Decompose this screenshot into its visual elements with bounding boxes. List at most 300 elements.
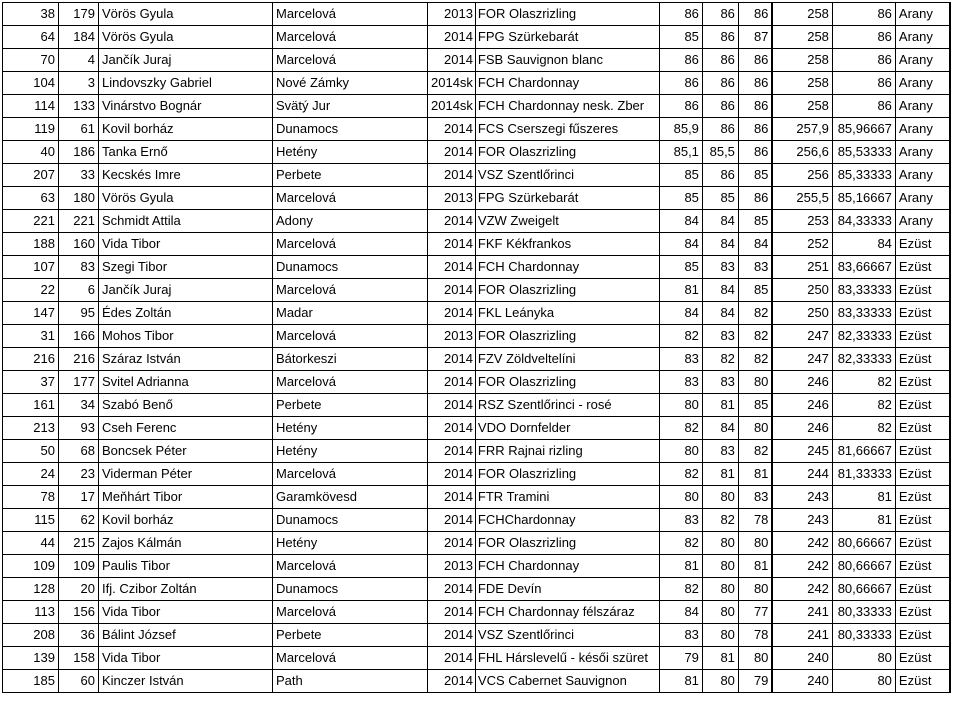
producer-location-cell: Marcelová <box>273 463 428 486</box>
table-row <box>3 486 951 509</box>
entry-number-cell: 113 <box>3 601 59 624</box>
entry-number-cell: 24 <box>3 463 59 486</box>
vintage-year-cell: 2014 <box>428 371 476 394</box>
table-row <box>3 95 951 118</box>
wine-name-cell: FOR Olaszrizling <box>475 325 659 348</box>
score-3-cell: 85 <box>738 394 772 417</box>
table-row <box>3 279 951 302</box>
total-score-cell: 256,6 <box>772 141 832 164</box>
sample-id-cell: 17 <box>59 486 99 509</box>
score-2-cell: 84 <box>702 233 738 256</box>
table-row <box>3 440 951 463</box>
score-2-cell: 82 <box>702 348 738 371</box>
award-cell: Ezüst <box>895 486 950 509</box>
award-cell: Ezüst <box>895 647 950 670</box>
entry-number-cell: 119 <box>3 118 59 141</box>
score-1-cell: 82 <box>659 532 702 555</box>
score-2-cell: 80 <box>702 486 738 509</box>
vintage-year-cell: 2014 <box>428 256 476 279</box>
award-cell: Ezüst <box>895 325 950 348</box>
sample-id-cell: 68 <box>59 440 99 463</box>
table-row <box>3 141 951 164</box>
table-row <box>3 325 951 348</box>
score-1-cell: 85 <box>659 187 702 210</box>
score-3-cell: 85 <box>738 210 772 233</box>
score-3-cell: 80 <box>738 647 772 670</box>
score-3-cell: 86 <box>738 118 772 141</box>
producer-name-cell: Vörös Gyula <box>99 187 273 210</box>
score-1-cell: 85 <box>659 164 702 187</box>
average-score-cell: 84 <box>832 233 895 256</box>
score-2-cell: 81 <box>702 394 738 417</box>
wine-name-cell: FCH Chardonnay <box>475 72 659 95</box>
vintage-year-cell: 2014 <box>428 578 476 601</box>
producer-location-cell: Perbete <box>273 394 428 417</box>
score-1-cell: 84 <box>659 210 702 233</box>
producer-name-cell: Lindovszky Gabriel <box>99 72 273 95</box>
score-3-cell: 82 <box>738 348 772 371</box>
total-score-cell: 245 <box>772 440 832 463</box>
award-cell: Arany <box>895 49 950 72</box>
producer-location-cell: Bátorkeszi <box>273 348 428 371</box>
average-score-cell: 81,66667 <box>832 440 895 463</box>
award-cell: Ezüst <box>895 233 950 256</box>
vintage-year-cell: 2014 <box>428 624 476 647</box>
wine-name-cell: FOR Olaszrizling <box>475 371 659 394</box>
score-1-cell: 82 <box>659 417 702 440</box>
vintage-year-cell: 2013 <box>428 555 476 578</box>
sample-id-cell: 4 <box>59 49 99 72</box>
average-score-cell: 80,33333 <box>832 601 895 624</box>
vintage-year-cell: 2014 <box>428 417 476 440</box>
score-2-cell: 80 <box>702 601 738 624</box>
wine-name-cell: FSB Sauvignon blanc <box>475 49 659 72</box>
wine-name-cell: FKF Kékfrankos <box>475 233 659 256</box>
award-cell: Ezüst <box>895 601 950 624</box>
score-2-cell: 84 <box>702 279 738 302</box>
wine-name-cell: FPG Szürkebarát <box>475 26 659 49</box>
average-score-cell: 82,33333 <box>832 325 895 348</box>
wine-name-cell: VDO Dornfelder <box>475 417 659 440</box>
score-1-cell: 86 <box>659 49 702 72</box>
total-score-cell: 240 <box>772 647 832 670</box>
average-score-cell: 80,33333 <box>832 624 895 647</box>
producer-location-cell: Dunamocs <box>273 578 428 601</box>
score-1-cell: 82 <box>659 463 702 486</box>
score-1-cell: 84 <box>659 302 702 325</box>
producer-location-cell: Marcelová <box>273 325 428 348</box>
average-score-cell: 84,33333 <box>832 210 895 233</box>
entry-number-cell: 38 <box>3 3 59 26</box>
score-1-cell: 85,9 <box>659 118 702 141</box>
total-score-cell: 250 <box>772 279 832 302</box>
sample-id-cell: 6 <box>59 279 99 302</box>
wine-name-cell: FOR Olaszrizling <box>475 279 659 302</box>
vintage-year-cell: 2014 <box>428 141 476 164</box>
producer-name-cell: Jančík Juraj <box>99 279 273 302</box>
wine-name-cell: FKL Leányka <box>475 302 659 325</box>
award-cell: Arany <box>895 210 950 233</box>
entry-number-cell: 185 <box>3 670 59 693</box>
sample-id-cell: 23 <box>59 463 99 486</box>
producer-name-cell: Zajos Kálmán <box>99 532 273 555</box>
table-row <box>3 187 951 210</box>
producer-name-cell: Vida Tibor <box>99 647 273 670</box>
score-2-cell: 86 <box>702 118 738 141</box>
sample-id-cell: 20 <box>59 578 99 601</box>
wine-name-cell: FHL Hárslevelű - késői szüret <box>475 647 659 670</box>
score-2-cell: 81 <box>702 647 738 670</box>
average-score-cell: 85,16667 <box>832 187 895 210</box>
sample-id-cell: 83 <box>59 256 99 279</box>
vintage-year-cell: 2014 <box>428 394 476 417</box>
score-2-cell: 86 <box>702 72 738 95</box>
producer-name-cell: Bálint József <box>99 624 273 647</box>
producer-name-cell: Boncsek Péter <box>99 440 273 463</box>
award-cell: Arany <box>895 72 950 95</box>
wine-name-cell: VZW Zweigelt <box>475 210 659 233</box>
vintage-year-cell: 2014 <box>428 210 476 233</box>
producer-name-cell: Ifj. Czibor Zoltán <box>99 578 273 601</box>
table-row <box>3 3 951 26</box>
total-score-cell: 258 <box>772 72 832 95</box>
sample-id-cell: 60 <box>59 670 99 693</box>
results-table <box>2 2 951 693</box>
table-row <box>3 164 951 187</box>
producer-location-cell: Marcelová <box>273 187 428 210</box>
average-score-cell: 85,33333 <box>832 164 895 187</box>
vintage-year-cell: 2013 <box>428 3 476 26</box>
average-score-cell: 85,53333 <box>832 141 895 164</box>
entry-number-cell: 70 <box>3 49 59 72</box>
award-cell: Ezüst <box>895 624 950 647</box>
producer-name-cell: Jančík Juraj <box>99 49 273 72</box>
vintage-year-cell: 2013 <box>428 325 476 348</box>
entry-number-cell: 109 <box>3 555 59 578</box>
score-2-cell: 80 <box>702 532 738 555</box>
score-3-cell: 77 <box>738 601 772 624</box>
score-2-cell: 83 <box>702 256 738 279</box>
score-2-cell: 84 <box>702 302 738 325</box>
producer-location-cell: Marcelová <box>273 555 428 578</box>
sample-id-cell: 177 <box>59 371 99 394</box>
score-2-cell: 86 <box>702 3 738 26</box>
producer-name-cell: Paulis Tibor <box>99 555 273 578</box>
score-3-cell: 82 <box>738 302 772 325</box>
score-2-cell: 83 <box>702 325 738 348</box>
sample-id-cell: 221 <box>59 210 99 233</box>
total-score-cell: 247 <box>772 348 832 371</box>
wine-name-cell: VCS Cabernet Sauvignon <box>475 670 659 693</box>
score-1-cell: 80 <box>659 394 702 417</box>
score-2-cell: 86 <box>702 164 738 187</box>
vintage-year-cell: 2014 <box>428 509 476 532</box>
producer-location-cell: Hetény <box>273 532 428 555</box>
table-row <box>3 509 951 532</box>
vintage-year-cell: 2014 <box>428 463 476 486</box>
award-cell: Arany <box>895 118 950 141</box>
average-score-cell: 81,33333 <box>832 463 895 486</box>
sample-id-cell: 216 <box>59 348 99 371</box>
vintage-year-cell: 2013 <box>428 187 476 210</box>
sample-id-cell: 61 <box>59 118 99 141</box>
sample-id-cell: 93 <box>59 417 99 440</box>
score-1-cell: 82 <box>659 578 702 601</box>
total-score-cell: 242 <box>772 532 832 555</box>
wine-name-cell: RSZ Szentlőrinci - rosé <box>475 394 659 417</box>
average-score-cell: 80 <box>832 647 895 670</box>
producer-location-cell: Marcelová <box>273 26 428 49</box>
total-score-cell: 255,5 <box>772 187 832 210</box>
producer-name-cell: Kinczer István <box>99 670 273 693</box>
award-cell: Ezüst <box>895 463 950 486</box>
vintage-year-cell: 2014 <box>428 49 476 72</box>
award-cell: Ezüst <box>895 670 950 693</box>
total-score-cell: 244 <box>772 463 832 486</box>
table-row <box>3 371 951 394</box>
sample-id-cell: 180 <box>59 187 99 210</box>
score-3-cell: 86 <box>738 95 772 118</box>
score-1-cell: 86 <box>659 3 702 26</box>
wine-name-cell: FZV Zöldveltelíni <box>475 348 659 371</box>
vintage-year-cell: 2014 <box>428 233 476 256</box>
average-score-cell: 80,66667 <box>832 532 895 555</box>
score-2-cell: 80 <box>702 578 738 601</box>
sample-id-cell: 186 <box>59 141 99 164</box>
entry-number-cell: 208 <box>3 624 59 647</box>
producer-location-cell: Marcelová <box>273 49 428 72</box>
wine-name-cell: FCH Chardonnay <box>475 555 659 578</box>
score-1-cell: 84 <box>659 233 702 256</box>
award-cell: Ezüst <box>895 348 950 371</box>
sample-id-cell: 33 <box>59 164 99 187</box>
score-3-cell: 86 <box>738 141 772 164</box>
sample-id-cell: 109 <box>59 555 99 578</box>
table-row <box>3 417 951 440</box>
producer-location-cell: Perbete <box>273 164 428 187</box>
total-score-cell: 246 <box>772 417 832 440</box>
score-3-cell: 78 <box>738 624 772 647</box>
score-1-cell: 86 <box>659 72 702 95</box>
score-3-cell: 83 <box>738 486 772 509</box>
wine-name-cell: FCS Cserszegi fűszeres <box>475 118 659 141</box>
table-row <box>3 302 951 325</box>
total-score-cell: 242 <box>772 578 832 601</box>
award-cell: Ezüst <box>895 555 950 578</box>
producer-location-cell: Hetény <box>273 141 428 164</box>
score-2-cell: 86 <box>702 26 738 49</box>
award-cell: Arany <box>895 26 950 49</box>
vintage-year-cell: 2014sk <box>428 95 476 118</box>
sample-id-cell: 184 <box>59 26 99 49</box>
producer-name-cell: Kovil borház <box>99 118 273 141</box>
wine-name-cell: FCH Chardonnay nesk. Zber <box>475 95 659 118</box>
score-2-cell: 84 <box>702 417 738 440</box>
producer-name-cell: Tanka Ernő <box>99 141 273 164</box>
producer-location-cell: Marcelová <box>273 3 428 26</box>
award-cell: Ezüst <box>895 394 950 417</box>
producer-location-cell: Adony <box>273 210 428 233</box>
award-cell: Ezüst <box>895 532 950 555</box>
producer-location-cell: Dunamocs <box>273 118 428 141</box>
score-1-cell: 83 <box>659 348 702 371</box>
table-row <box>3 394 951 417</box>
score-3-cell: 84 <box>738 233 772 256</box>
producer-name-cell: Száraz István <box>99 348 273 371</box>
award-cell: Arany <box>895 3 950 26</box>
producer-name-cell: Vinárstvo Bognár <box>99 95 273 118</box>
score-3-cell: 79 <box>738 670 772 693</box>
score-3-cell: 80 <box>738 532 772 555</box>
producer-name-cell: Meňhárt Tibor <box>99 486 273 509</box>
sample-id-cell: 158 <box>59 647 99 670</box>
average-score-cell: 86 <box>832 95 895 118</box>
score-3-cell: 87 <box>738 26 772 49</box>
average-score-cell: 86 <box>832 3 895 26</box>
producer-name-cell: Vörös Gyula <box>99 26 273 49</box>
producer-name-cell: Édes Zoltán <box>99 302 273 325</box>
award-cell: Ezüst <box>895 256 950 279</box>
award-cell: Ezüst <box>895 509 950 532</box>
average-score-cell: 80,66667 <box>832 578 895 601</box>
wine-name-cell: FOR Olaszrizling <box>475 141 659 164</box>
average-score-cell: 82,33333 <box>832 348 895 371</box>
score-3-cell: 82 <box>738 440 772 463</box>
producer-location-cell: Nové Zámky <box>273 72 428 95</box>
score-1-cell: 83 <box>659 509 702 532</box>
entry-number-cell: 115 <box>3 509 59 532</box>
total-score-cell: 243 <box>772 509 832 532</box>
award-cell: Ezüst <box>895 578 950 601</box>
entry-number-cell: 64 <box>3 26 59 49</box>
producer-location-cell: Dunamocs <box>273 509 428 532</box>
award-cell: Ezüst <box>895 302 950 325</box>
score-2-cell: 84 <box>702 210 738 233</box>
entry-number-cell: 128 <box>3 578 59 601</box>
vintage-year-cell: 2014 <box>428 486 476 509</box>
score-1-cell: 80 <box>659 486 702 509</box>
producer-location-cell: Marcelová <box>273 601 428 624</box>
score-3-cell: 78 <box>738 509 772 532</box>
award-cell: Ezüst <box>895 440 950 463</box>
total-score-cell: 258 <box>772 95 832 118</box>
entry-number-cell: 107 <box>3 256 59 279</box>
producer-location-cell: Marcelová <box>273 371 428 394</box>
score-3-cell: 86 <box>738 49 772 72</box>
producer-name-cell: Szabó Benő <box>99 394 273 417</box>
total-score-cell: 253 <box>772 210 832 233</box>
score-1-cell: 81 <box>659 555 702 578</box>
table-row <box>3 233 951 256</box>
producer-name-cell: Vida Tibor <box>99 601 273 624</box>
entry-number-cell: 78 <box>3 486 59 509</box>
table-row <box>3 210 951 233</box>
table-row <box>3 601 951 624</box>
sample-id-cell: 133 <box>59 95 99 118</box>
sample-id-cell: 215 <box>59 532 99 555</box>
table-row <box>3 555 951 578</box>
producer-name-cell: Mohos Tibor <box>99 325 273 348</box>
wine-name-cell: FDE Devín <box>475 578 659 601</box>
entry-number-cell: 114 <box>3 95 59 118</box>
score-1-cell: 85 <box>659 256 702 279</box>
wine-name-cell: FCHChardonnay <box>475 509 659 532</box>
total-score-cell: 250 <box>772 302 832 325</box>
score-3-cell: 85 <box>738 279 772 302</box>
vintage-year-cell: 2014 <box>428 647 476 670</box>
producer-name-cell: Schmidt Attila <box>99 210 273 233</box>
total-score-cell: 256 <box>772 164 832 187</box>
award-cell: Ezüst <box>895 371 950 394</box>
producer-name-cell: Cseh Ferenc <box>99 417 273 440</box>
average-score-cell: 81 <box>832 486 895 509</box>
table-row <box>3 348 951 371</box>
score-1-cell: 81 <box>659 670 702 693</box>
average-score-cell: 83,66667 <box>832 256 895 279</box>
producer-name-cell: Viderman Péter <box>99 463 273 486</box>
score-2-cell: 85,5 <box>702 141 738 164</box>
producer-location-cell: Hetény <box>273 440 428 463</box>
wine-name-cell: FOR Olaszrizling <box>475 532 659 555</box>
vintage-year-cell: 2014 <box>428 302 476 325</box>
entry-number-cell: 104 <box>3 72 59 95</box>
entry-number-cell: 207 <box>3 164 59 187</box>
award-cell: Arany <box>895 95 950 118</box>
score-2-cell: 86 <box>702 95 738 118</box>
score-1-cell: 81 <box>659 279 702 302</box>
score-2-cell: 85 <box>702 187 738 210</box>
producer-location-cell: Perbete <box>273 624 428 647</box>
score-3-cell: 85 <box>738 164 772 187</box>
producer-location-cell: Path <box>273 670 428 693</box>
producer-name-cell: Vida Tibor <box>99 233 273 256</box>
average-score-cell: 83,33333 <box>832 302 895 325</box>
total-score-cell: 258 <box>772 49 832 72</box>
entry-number-cell: 188 <box>3 233 59 256</box>
score-1-cell: 79 <box>659 647 702 670</box>
wine-name-cell: FOR Olaszrizling <box>475 463 659 486</box>
award-cell: Ezüst <box>895 279 950 302</box>
entry-number-cell: 63 <box>3 187 59 210</box>
vintage-year-cell: 2014 <box>428 601 476 624</box>
entry-number-cell: 31 <box>3 325 59 348</box>
score-2-cell: 83 <box>702 440 738 463</box>
wine-name-cell: VSZ Szentlőrinci <box>475 624 659 647</box>
sample-id-cell: 156 <box>59 601 99 624</box>
average-score-cell: 82 <box>832 417 895 440</box>
sample-id-cell: 3 <box>59 72 99 95</box>
vintage-year-cell: 2014 <box>428 440 476 463</box>
score-3-cell: 81 <box>738 463 772 486</box>
entry-number-cell: 44 <box>3 532 59 555</box>
average-score-cell: 86 <box>832 72 895 95</box>
entry-number-cell: 50 <box>3 440 59 463</box>
sample-id-cell: 179 <box>59 3 99 26</box>
average-score-cell: 85,96667 <box>832 118 895 141</box>
wine-name-cell: FOR Olaszrizling <box>475 3 659 26</box>
entry-number-cell: 221 <box>3 210 59 233</box>
producer-name-cell: Vörös Gyula <box>99 3 273 26</box>
award-cell: Arany <box>895 164 950 187</box>
producer-location-cell: Madar <box>273 302 428 325</box>
vintage-year-cell: 2014 <box>428 670 476 693</box>
vintage-year-cell: 2014 <box>428 348 476 371</box>
score-1-cell: 84 <box>659 601 702 624</box>
score-3-cell: 82 <box>738 325 772 348</box>
score-2-cell: 81 <box>702 463 738 486</box>
entry-number-cell: 147 <box>3 302 59 325</box>
total-score-cell: 257,9 <box>772 118 832 141</box>
